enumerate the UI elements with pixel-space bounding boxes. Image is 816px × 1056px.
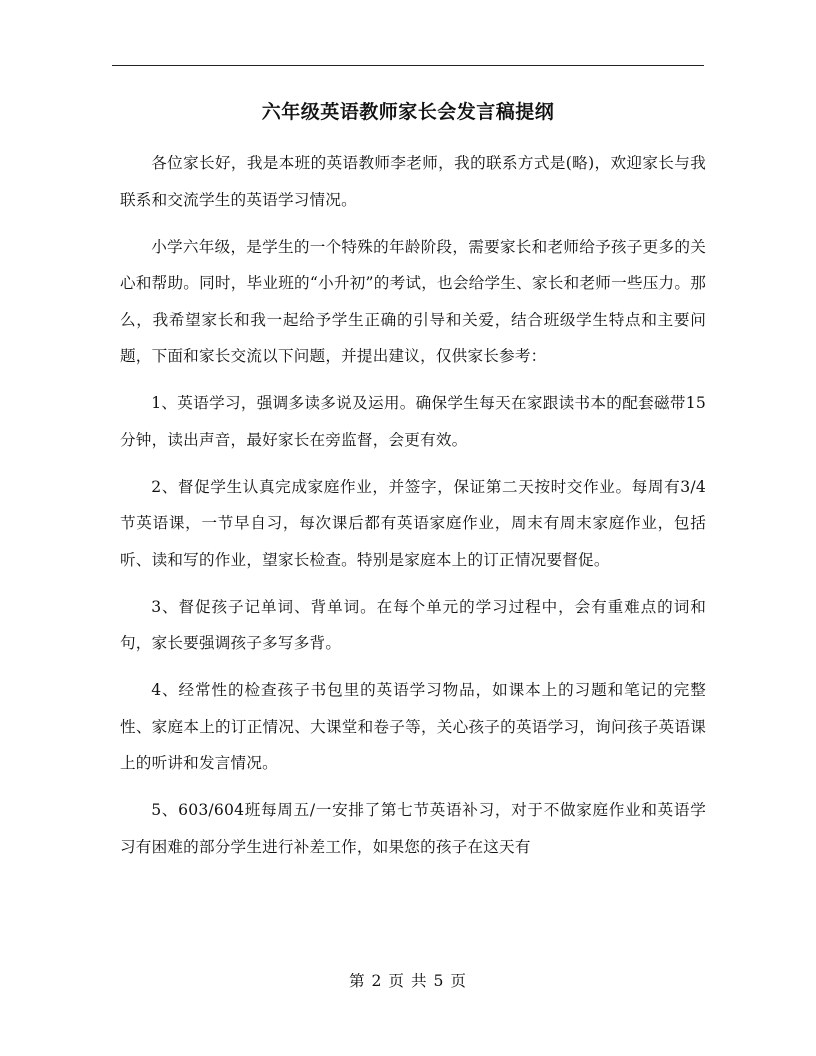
paragraph-item-4: 4、经常性的检查孩子书包里的英语学习物品，如课本上的习题和笔记的完整性、家庭本上的订正情况、大课堂和卷子等，关心孩子的英语学习，询问孩子英语课上的听讲和发言情况。 bbox=[120, 681, 706, 772]
paragraph-item-3: 3、督促孩子记单词、背单词。在每个单元的学习过程中，会有重难点的词和句，家长要强调孩子多写多背。 bbox=[120, 597, 706, 652]
document-body bbox=[120, 145, 706, 876]
page-number-footer: 第 2 页 共 5 页 bbox=[348, 972, 467, 990]
paragraph-greeting: 各位家长好，我是本班的英语教师李老师，我的联系方式是(略)，欢迎家长与我联系和交流学生的英语学习情况。 bbox=[120, 154, 706, 209]
document-title: 六年级英语教师家长会发言稿提纲 bbox=[261, 101, 555, 123]
header-rule bbox=[112, 65, 704, 66]
paragraph-item-5: 5、603/604班每周五/一安排了第七节英语补习，对于不做家庭作业和英语学习有困难的部分学生进行补差工作，如果您的孩子在这天有 bbox=[120, 801, 706, 856]
paragraph-item-1: 1、英语学习，强调多读多说及运用。确保学生每天在家跟读书本的配套磁带15分钟，读出声音，最好家长在旁监督，会更有效。 bbox=[120, 394, 706, 449]
paragraph-item-2: 2、督促学生认真完成家庭作业，并签字，保证第二天按时交作业。每周有3/4节英语课，一节早自习，每次课后都有英语家庭作业，周末有周末家庭作业，包括听、读和写的作业，望家长检查。特别是家庭本上的订正情况要督促。 bbox=[120, 477, 706, 569]
paragraph-intro: 小学六年级，是学生的一个特殊的年龄阶段，需要家长和老师给予孩子更多的关心和帮助。同时，毕业班的“小升初”的考试，也会给学生、家长和老师一些压力。那么，我希望家长和我一起给予学生正确的引导和关爱，结合班级学生特点和主要问题，下面和家长交流以下问题，并提出建议，仅供家长参考： bbox=[120, 237, 706, 365]
